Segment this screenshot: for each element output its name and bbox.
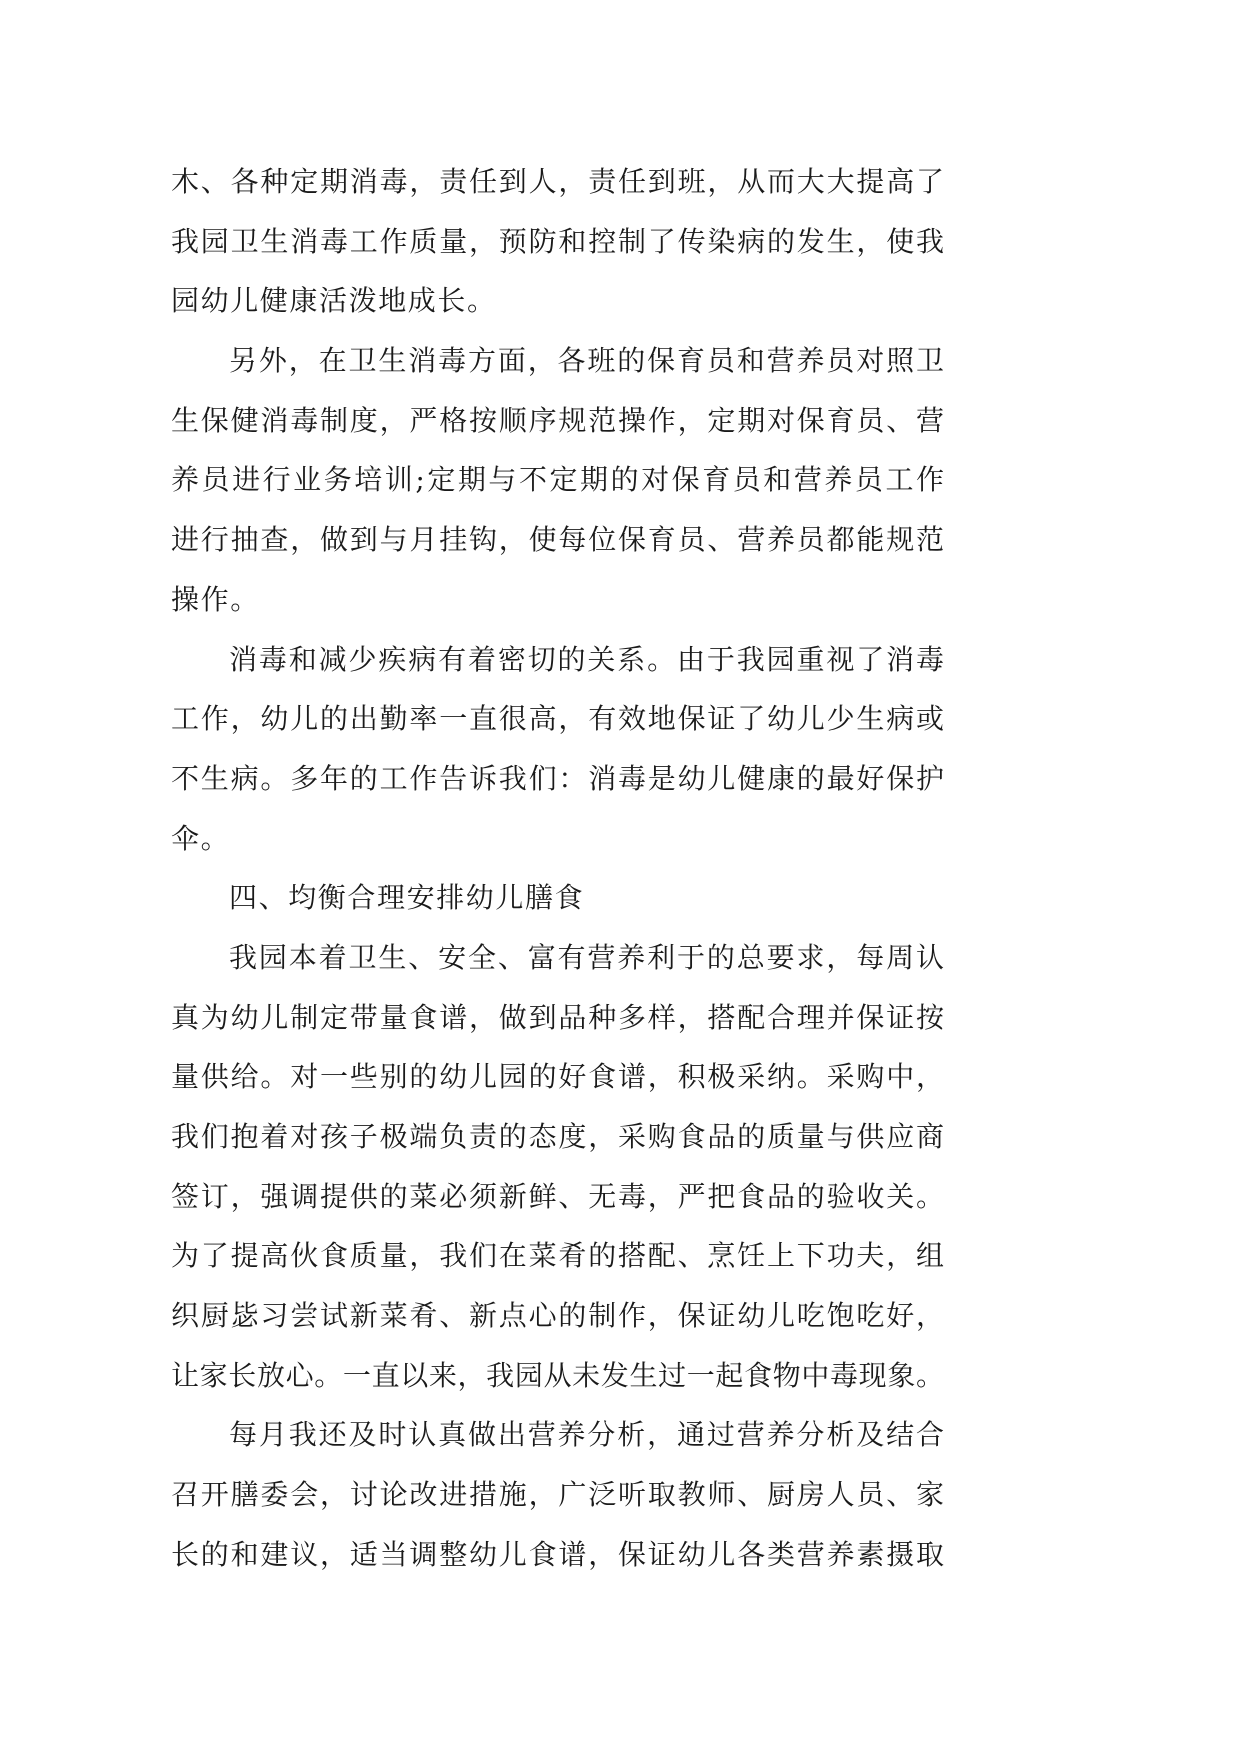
text-line: 我园卫生消毒工作质量，预防和控制了传染病的发生，使我 bbox=[171, 224, 944, 258]
paragraph-meal-planning bbox=[171, 928, 944, 1406]
section-heading-text: 四、均衡合理安排幼儿膳食 bbox=[229, 881, 585, 915]
text-line: 每月我还及时认真做出营养分析，通过营养分析及结合 bbox=[229, 1418, 944, 1452]
text-line: 我们抱着对孩子极端负责的态度，采购食品的质量与供应商 bbox=[171, 1120, 944, 1153]
text-line: 生保健消毒制度，严格按顺序规范操作，定期对保育员、营 bbox=[171, 403, 944, 437]
paragraph-continuation bbox=[171, 152, 944, 331]
text-line: 另外，在卫生消毒方面，各班的保育员和营养员对照卫 bbox=[229, 344, 944, 378]
text-line: 织厨毖习尝试新菜肴、新点心的制作，保证幼儿吃饱吃好， bbox=[171, 1299, 944, 1333]
text-line: 操作。 bbox=[171, 582, 260, 616]
text-line: 让家长放心。一直以来，我园从未发生过一起食物中毒现象。 bbox=[171, 1358, 944, 1392]
text-line: 不生病。多年的工作告诉我们：消毒是幼儿健康的最好保护 bbox=[171, 761, 944, 795]
text-line: 签订，强调提供的菜必须新鲜、无毒，严把食品的验收关。 bbox=[171, 1179, 944, 1213]
text-line: 长的和建议，适当调整幼儿食谱，保证幼儿各类营养素摄取 bbox=[171, 1537, 944, 1571]
document-body bbox=[171, 152, 944, 1585]
text-line: 伞。 bbox=[171, 821, 231, 855]
text-line: 召开膳委会，讨论改进措施，广泛听取教师、厨房人员、家 bbox=[171, 1478, 944, 1512]
text-line: 量供给。对一些别的幼儿园的好食谱，积极采纳。采购中， bbox=[171, 1060, 944, 1094]
text-line: 木、各种定期消毒，责任到人，责任到班，从而大大提高了 bbox=[171, 165, 944, 198]
text-line: 真为幼儿制定带量食谱，做到品种多样，搭配合理并保证按 bbox=[171, 1000, 944, 1034]
section-heading bbox=[171, 868, 944, 928]
text-line: 进行抽查，做到与月挂钩，使每位保育员、营养员都能规范 bbox=[171, 523, 944, 557]
text-line: 消毒和减少疾病有着密切的关系。由于我园重视了消毒 bbox=[229, 642, 944, 676]
text-line: 为了提高伙食质量，我们在菜肴的搭配、烹饪上下功夫，组 bbox=[171, 1239, 944, 1273]
text-line: 我园本着卫生、安全、富有营养利于的总要求，每周认 bbox=[229, 940, 944, 974]
text-line: 养员进行业务培训;定期与不定期的对保育员和营养员工作 bbox=[171, 463, 944, 497]
text-line: 工作，幼儿的出勤率一直很高，有效地保证了幼儿少生病或 bbox=[171, 702, 944, 736]
paragraph-disinfection-benefits bbox=[171, 630, 944, 869]
paragraph-disinfection-procedure bbox=[171, 331, 944, 629]
paragraph-nutrition-analysis bbox=[171, 1405, 944, 1584]
text-line: 园幼儿健康活泼地成长。 bbox=[171, 284, 497, 318]
